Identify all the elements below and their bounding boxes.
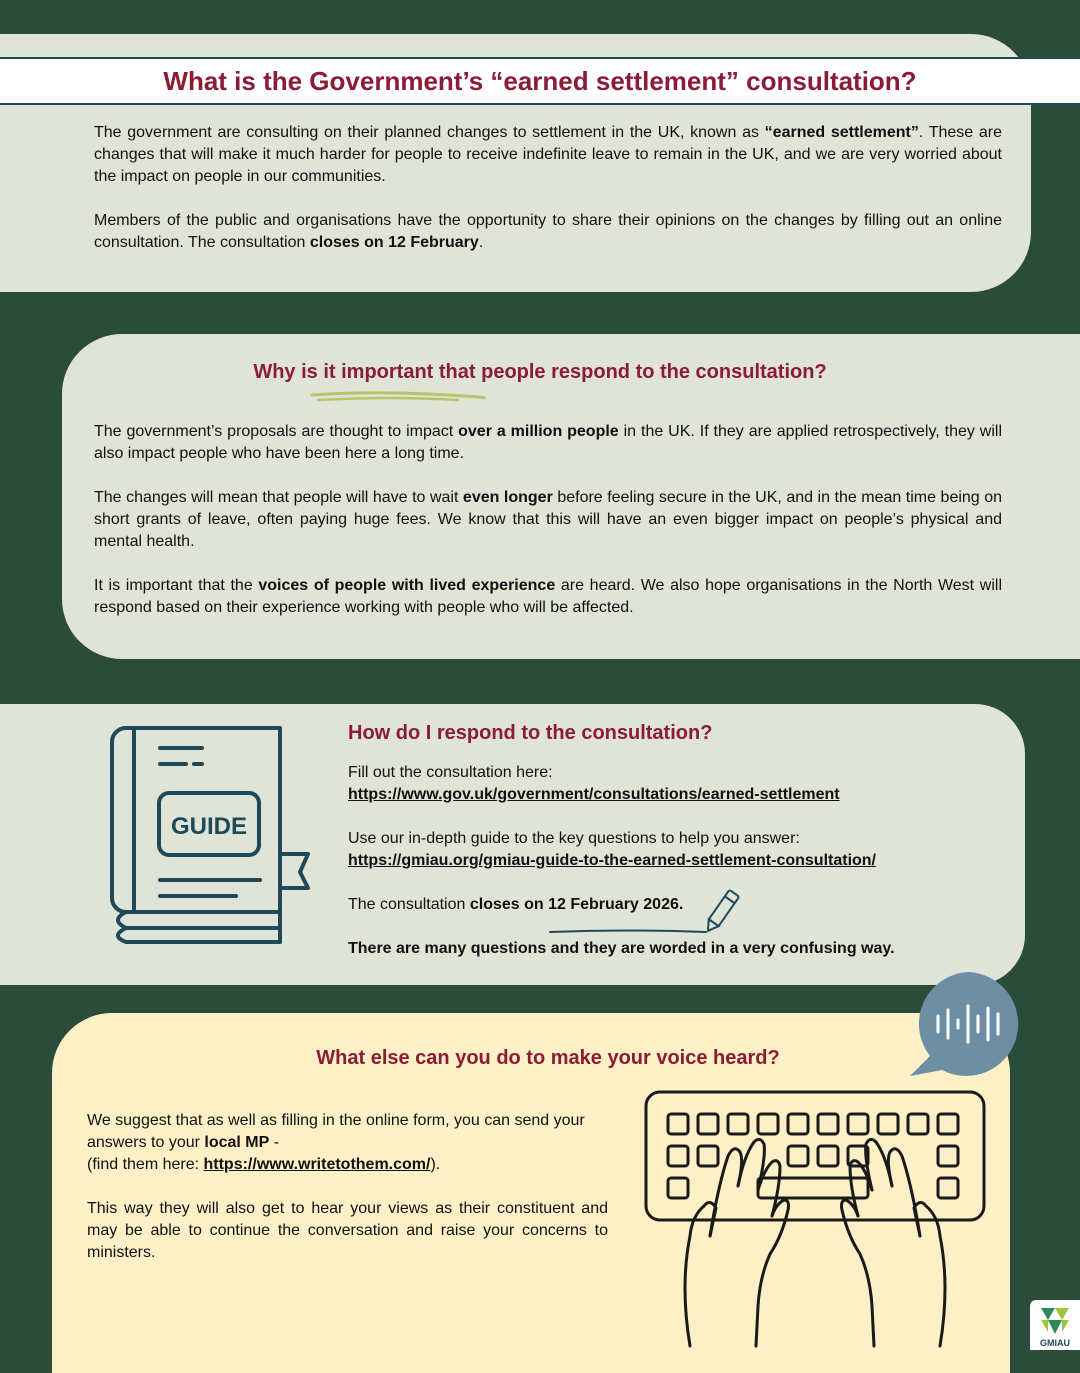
text-span: Members of the public and organisations have the opportunity to share their opinions on the changes by filling out an online consultation. The consultation — [94, 212, 1002, 251]
guide-label: GUIDE — [170, 813, 248, 840]
gmiau-logo — [1030, 1300, 1080, 1350]
text-span: are heard. We also hope organisations in the North West will respond based on their experience working with people who will be affected. — [94, 577, 1002, 616]
fill-out-text: Fill out the consultation here: — [348, 764, 553, 781]
bold-span: “earned settlement” — [764, 124, 919, 141]
guide-text: Use our in-depth guide to the key questions to help you answer: — [348, 830, 800, 847]
bold-span: closes on 12 February — [309, 234, 479, 251]
bold-span: voices of people with lived experience — [258, 577, 556, 594]
text-span: - — [269, 1134, 280, 1151]
importance-paragraph-2 — [94, 487, 1002, 553]
text-span: ). — [430, 1156, 441, 1173]
text-span: in the UK. If they are applied retrospectively, they will also impact people who have been here a long time. — [94, 423, 1003, 462]
intro-paragraph-2 — [94, 210, 1002, 254]
text-span: It is important that the — [94, 577, 259, 594]
bold-span: local MP — [204, 1134, 270, 1151]
guide-book-icon — [104, 722, 316, 950]
text-span: The consultation — [348, 896, 470, 913]
mp-paragraph — [87, 1110, 608, 1176]
page-title: What is the Government’s “earned settlement” consultation? — [163, 65, 917, 96]
constituent-paragraph: This way they will also get to hear your views as their constituent and may be able to continue the conversation and raise your concerns to ministers. — [87, 1200, 608, 1261]
respond-heading: How do I respond to the consultation? — [348, 722, 713, 744]
importance-paragraph-3 — [94, 575, 1002, 619]
confusing-warning: There are many questions and they are worded in a very confusing way. — [348, 940, 895, 957]
text-span: We suggest that as well as filling in the online form, you can send your answers to your — [87, 1112, 585, 1151]
guide-link[interactable]: https://gmiau.org/gmiau-guide-to-the-earned-settlement-consultation/ — [348, 852, 876, 869]
text-span: . These are changes that will make it much harder for people to receive indefinite leave to remain in the UK, and we are very worried about the impact on people in our communities. — [94, 124, 1002, 185]
logo-mark-icon — [1039, 1304, 1071, 1336]
text-span: The changes will mean that people will have to wait — [94, 489, 463, 506]
bold-span: over a million people — [458, 423, 619, 440]
logo-text: GMIAU — [1040, 1338, 1070, 1348]
text-span: before feeling secure in the UK, and in the mean time being on short grants of leave, often paying huge fees. We know that this will have an even bigger impact on people’s physical and mental health. — [94, 489, 1003, 550]
underline-scribble-icon — [308, 388, 488, 408]
importance-paragraph-1 — [94, 421, 1002, 465]
writetothem-link[interactable]: https://www.writetothem.com/ — [203, 1156, 431, 1173]
title-band — [0, 57, 1080, 105]
voice-heading: What else can you do to make your voice heard? — [316, 1047, 780, 1069]
bold-span: closes on 12 February 2026. — [469, 896, 684, 913]
pen-underline-icon — [548, 888, 758, 938]
intro-paragraph-1 — [94, 122, 1002, 188]
importance-heading: Why is it important that people respond to the consultation? — [253, 361, 827, 383]
text-span: The government are consulting on their planned changes to settlement in the UK, known as — [94, 124, 765, 141]
text-span: (find them here: — [87, 1156, 204, 1173]
text-span: The government’s proposals are thought to impact — [94, 423, 459, 440]
bold-span: even longer — [462, 489, 553, 506]
text-span: . — [478, 234, 484, 251]
consultation-link[interactable]: https://www.gov.uk/government/consultations/earned-settlement — [348, 786, 840, 803]
keyboard-hands-icon — [640, 1086, 996, 1350]
